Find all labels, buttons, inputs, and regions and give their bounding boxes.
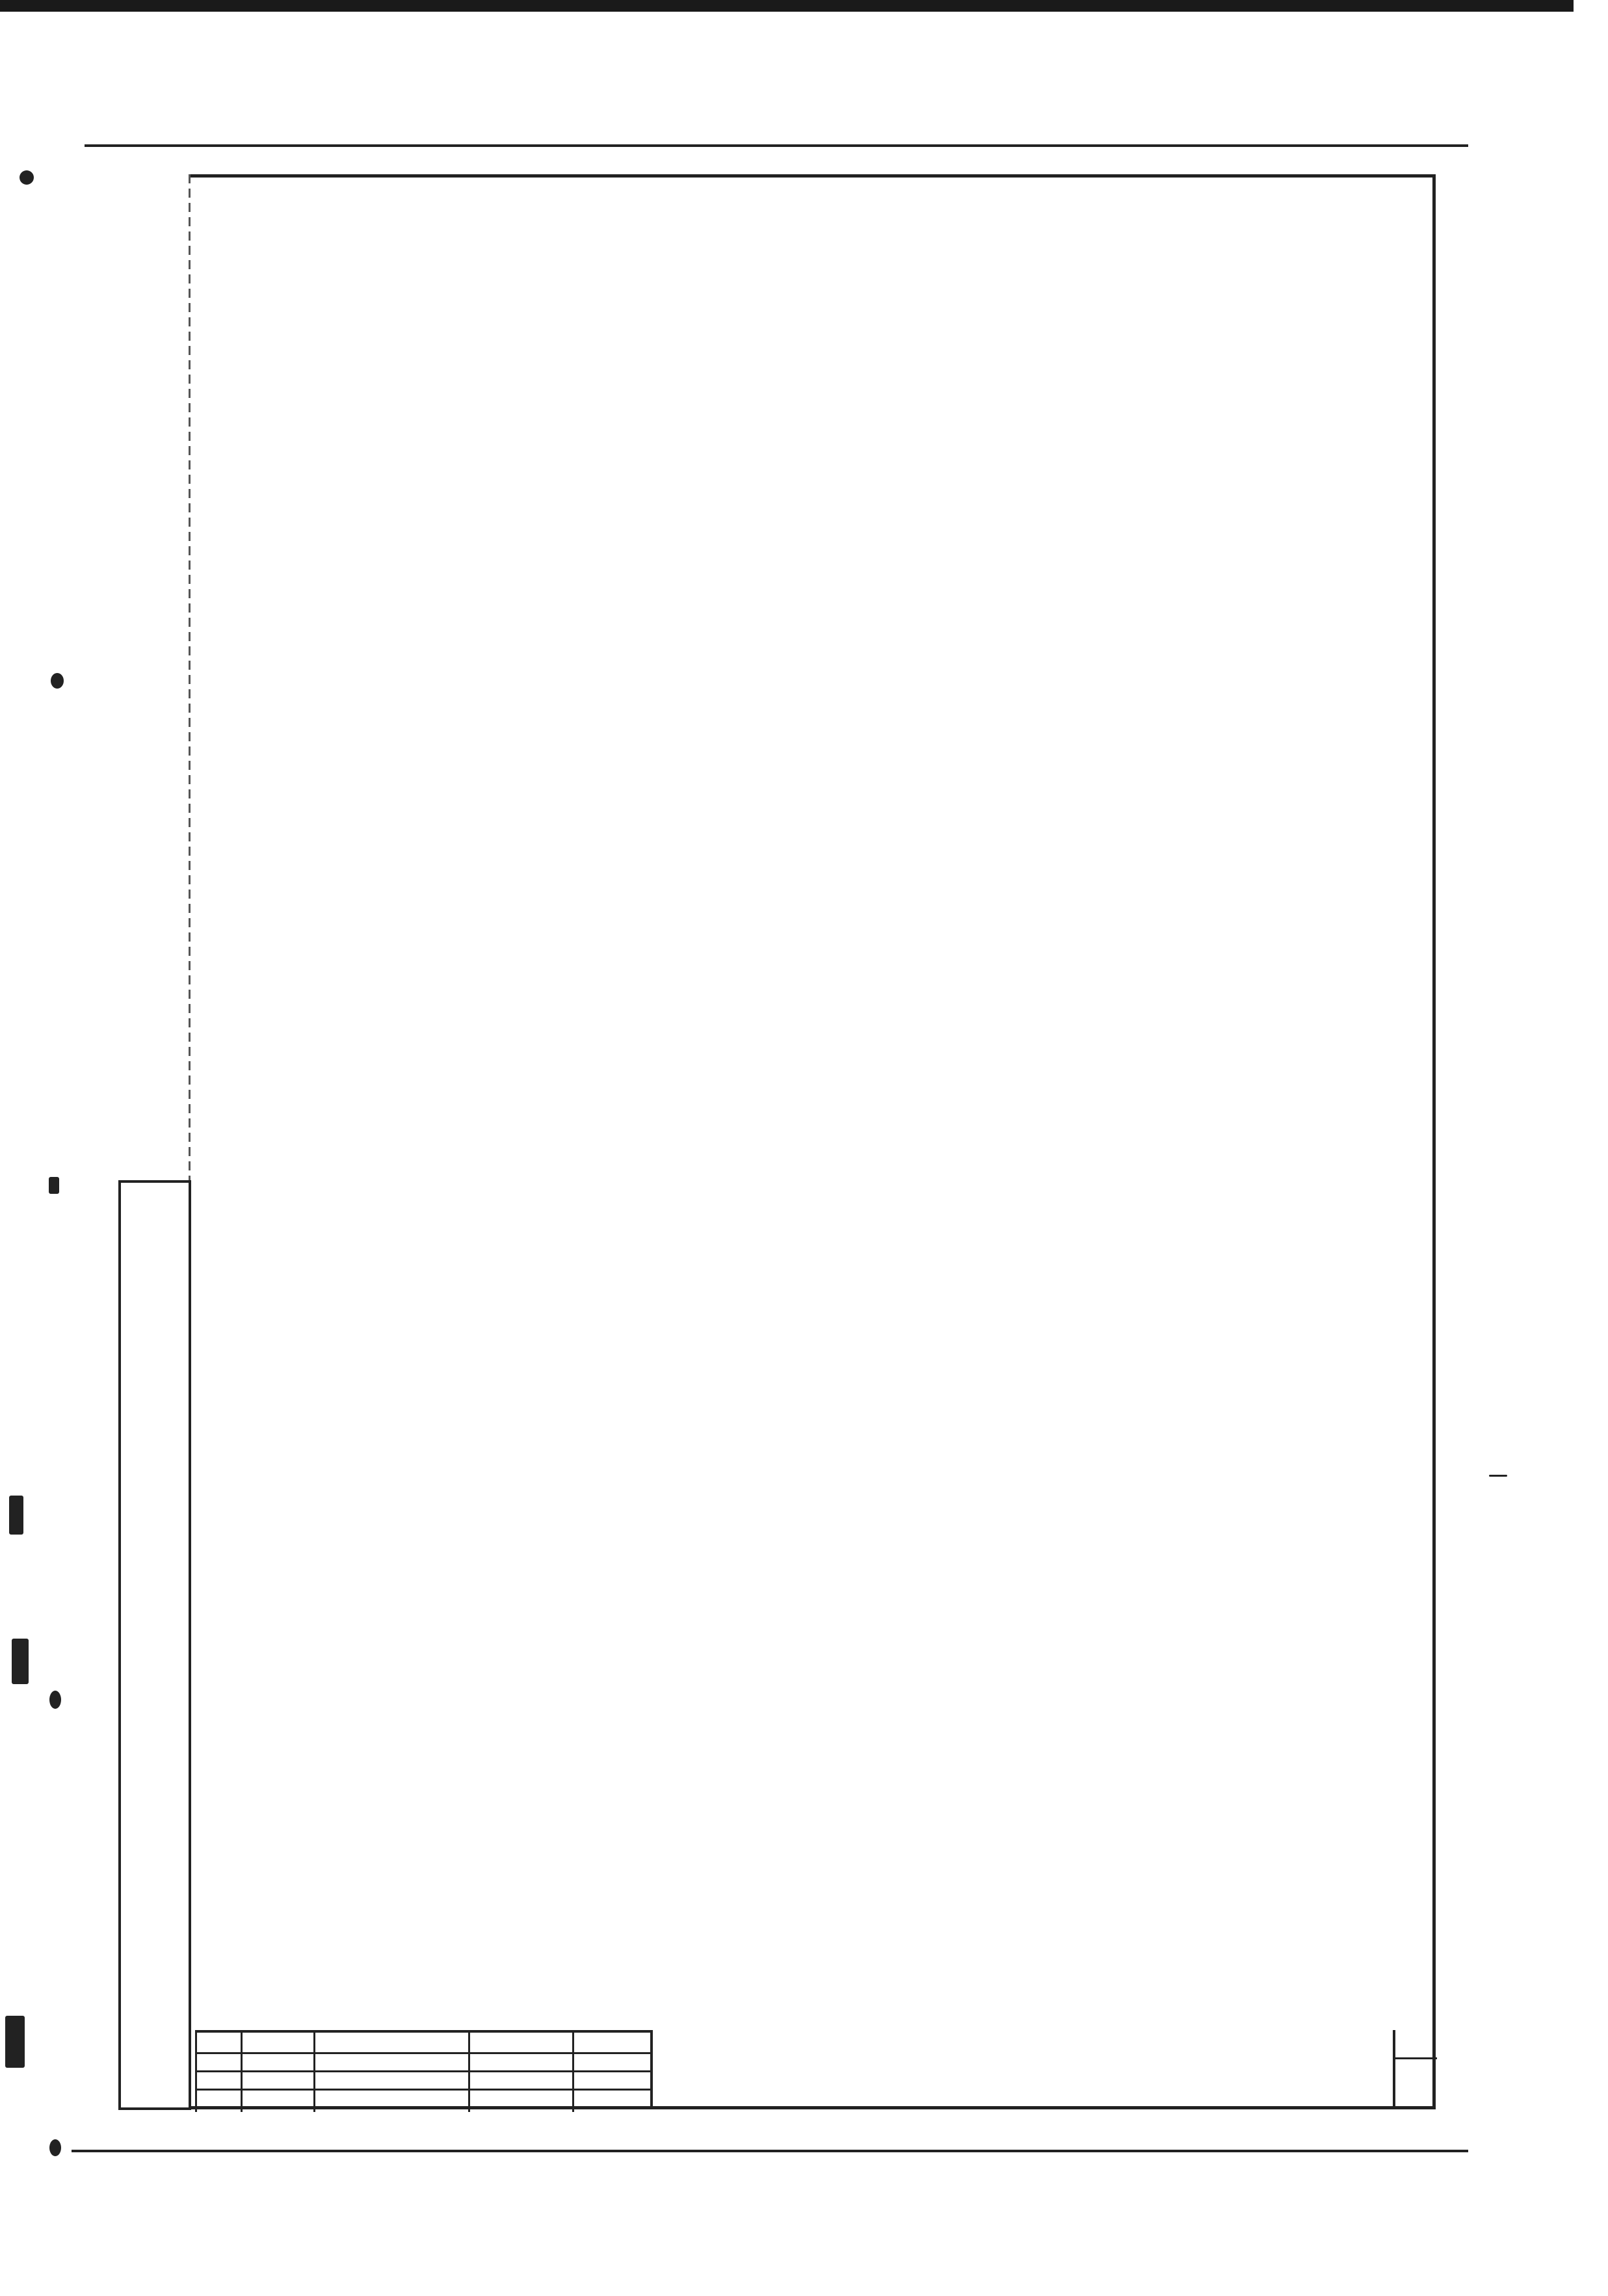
scan-artifact bbox=[12, 1639, 29, 1684]
frame-left-dashed-edge bbox=[189, 174, 191, 1182]
scan-artifact bbox=[49, 2139, 61, 2156]
scan-artifact bbox=[5, 2016, 25, 2068]
frame-bottom-outer-line bbox=[72, 2150, 1468, 2152]
sheet-label bbox=[1395, 2030, 1437, 2059]
sheet-cell bbox=[1393, 2030, 1437, 2109]
document-code-cell bbox=[650, 2030, 1583, 2109]
frame-top-outer-line bbox=[85, 144, 1468, 147]
scan-top-border bbox=[0, 0, 1574, 12]
drawing-frame bbox=[189, 174, 1436, 2109]
scan-artifact bbox=[49, 1177, 59, 1194]
revision-grid bbox=[195, 2030, 650, 2109]
scan-artifact bbox=[49, 1691, 61, 1709]
scan-artifact bbox=[20, 170, 34, 185]
scan-artifact bbox=[1489, 1475, 1507, 1477]
scan-artifact bbox=[51, 673, 64, 689]
scan-artifact bbox=[9, 1496, 23, 1535]
side-stamp bbox=[118, 1180, 191, 2110]
title-block bbox=[195, 2030, 1434, 2109]
